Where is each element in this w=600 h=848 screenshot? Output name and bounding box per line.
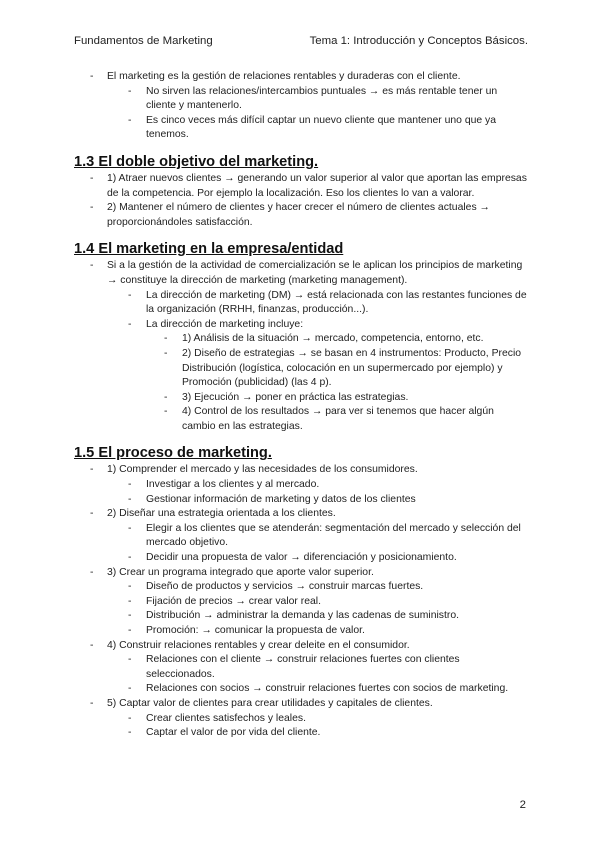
- bullet-item-level-2: [74, 609, 530, 624]
- section-title-1-5: 1.5 El proceso de marketing.: [74, 445, 272, 462]
- dash-bullet: -: [128, 85, 132, 97]
- dash-bullet: -: [164, 391, 168, 403]
- dash-bullet: -: [128, 114, 132, 126]
- dash-bullet: -: [90, 566, 94, 578]
- dash-bullet: -: [90, 508, 94, 520]
- bullet-item-level-1: [74, 507, 530, 522]
- dash-bullet: -: [128, 522, 132, 534]
- bullet-text: 1) Atraer nuevos clientes → generando un valor superior al valor que aportan las empresas de la competencia. Por ejemplo la localización. Eso los clientes lo van a valorar.: [107, 172, 527, 199]
- bullet-item-level-3: [74, 347, 530, 391]
- bullet-text: Captar el valor de por vida del cliente.: [146, 727, 321, 739]
- bullet-item-level-2: [74, 318, 530, 333]
- dash-bullet: -: [90, 71, 94, 82]
- intro-list: [74, 70, 530, 143]
- header-course-title: Fundamentos de Marketing: [74, 35, 213, 47]
- bullet-item-level-2: [74, 580, 530, 595]
- dash-bullet: -: [128, 289, 132, 301]
- bullet-item-level-1: [74, 639, 530, 654]
- bullet-item-level-2: [74, 712, 530, 727]
- bullet-text: 3) Crear un programa integrado que aporte valor superior.: [107, 566, 374, 578]
- page-number: 2: [519, 799, 526, 811]
- bullet-text: Si a la gestión de la actividad de comercialización se le aplican los principios de marketing → constituye la dirección de marketing (marketing management).: [107, 260, 523, 286]
- bullet-text: La dirección de marketing incluye:: [146, 318, 304, 330]
- dash-bullet: -: [128, 727, 132, 739]
- bullet-item-level-2: [74, 522, 530, 551]
- bullet-item-level-2: [74, 624, 530, 639]
- dash-bullet: -: [90, 697, 94, 709]
- bullet-text: Relaciones con el cliente → construir relaciones fuertes con clientes seleccionados.: [146, 654, 460, 680]
- dash-bullet: -: [128, 493, 132, 505]
- section-title-1-3: 1.3 El doble objetivo del marketing.: [74, 153, 319, 170]
- dash-bullet: -: [90, 639, 94, 651]
- dash-bullet: -: [128, 625, 132, 636]
- bullet-item-level-2: [74, 478, 530, 493]
- bullet-item-level-3: [74, 391, 530, 406]
- bullet-item-level-2: [74, 595, 530, 610]
- dash-bullet: -: [128, 683, 132, 695]
- bullet-text: La dirección de marketing (DM) → está relacionada con las restantes funciones de la organización (RRHH, finanzas, producción...).: [146, 289, 527, 316]
- dash-bullet: -: [90, 172, 94, 184]
- bullet-text: 2) Diseñar una estrategia orientada a los clientes.: [107, 508, 336, 520]
- bullet-item-level-1: [74, 172, 530, 201]
- bullet-text: 4) Construir relaciones rentables y crear deleite en el consumidor.: [107, 639, 410, 651]
- bullet-text: 5) Captar valor de clientes para crear utilidades y capitales de clientes.: [107, 697, 433, 709]
- bullet-text: Distribución → administrar la demanda y las cadenas de suministro.: [146, 610, 460, 622]
- section-1-3-list: [74, 172, 530, 230]
- bullet-text: 3) Ejecución → poner en práctica las estrategias.: [182, 391, 409, 403]
- bullet-item-level-2: [74, 493, 530, 508]
- bullet-item-level-3: [74, 405, 530, 434]
- section-1-5-list: [74, 463, 530, 740]
- bullet-text: El marketing es la gestión de relaciones rentables y duraderas con el cliente.: [107, 71, 461, 82]
- dash-bullet: -: [128, 712, 132, 724]
- dash-bullet: -: [128, 654, 132, 666]
- dash-bullet: -: [164, 347, 168, 359]
- bullet-item-level-2: [74, 289, 530, 318]
- bullet-item-level-3: [74, 332, 530, 347]
- section-title-1-4: 1.4 El marketing en la empresa/entidad: [74, 241, 344, 258]
- bullet-text: No sirven las relaciones/intercambios puntuales → es más rentable tener un cliente y mantenerlo.: [146, 85, 498, 112]
- section-1-4-list: [74, 259, 530, 434]
- bullet-text: 1) Análisis de la situación → mercado, competencia, entorno, etc.: [182, 333, 484, 345]
- bullet-text: Diseño de productos y servicios → construir marcas fuertes.: [146, 581, 424, 593]
- dash-bullet: -: [128, 479, 132, 491]
- bullet-item-level-1: [74, 463, 530, 478]
- bullet-text: Investigar a los clientes y al mercado.: [146, 479, 320, 491]
- bullet-text: Es cinco veces más difícil captar un nuevo cliente que mantener uno que ya tenemos.: [146, 114, 497, 141]
- bullet-item-level-2: [74, 653, 530, 682]
- bullet-text: 4) Control de los resultados → para ver si tenemos que hacer algún cambio en las estrategias.: [182, 406, 494, 432]
- bullet-text: 1) Comprender el mercado y las necesidades de los consumidores.: [107, 464, 418, 476]
- dash-bullet: -: [128, 552, 132, 564]
- bullet-text: Crear clientes satisfechos y leales.: [146, 712, 306, 724]
- dash-bullet: -: [164, 333, 168, 345]
- bullet-item-level-2: [74, 551, 530, 566]
- bullet-item-level-1: [74, 70, 530, 85]
- bullet-text: Decidir una propuesta de valor → diferenciación y posicionamiento.: [146, 552, 457, 564]
- document-body: [74, 70, 530, 741]
- bullet-item-level-2: [74, 682, 530, 697]
- bullet-item-level-2: [74, 114, 530, 143]
- dash-bullet: -: [164, 406, 168, 418]
- header-topic-title: Tema 1: Introducción y Conceptos Básicos.: [309, 35, 528, 47]
- dash-bullet: -: [128, 595, 132, 607]
- dash-bullet: -: [90, 260, 94, 272]
- bullet-item-level-1: [74, 259, 530, 288]
- dash-bullet: -: [128, 318, 132, 330]
- dash-bullet: -: [90, 202, 94, 214]
- bullet-text: Elegir a los clientes que se atenderán: segmentación del mercado y selección del mercado objetivo.: [146, 522, 521, 549]
- bullet-text: 2) Diseño de estrategias → se basan en 4 instrumentos: Producto, Precio Distribución (logística, colocación en un supermercado por ejemplo) y Promoción (publicidad) (las 4 p).: [182, 347, 522, 389]
- dash-bullet: -: [90, 464, 94, 476]
- bullet-text: 2) Mantener el número de clientes y hacer crecer el número de clientes actuales → proporcionándoles satisfacción.: [107, 202, 490, 228]
- dash-bullet: -: [128, 581, 132, 593]
- bullet-item-level-2: [74, 726, 530, 741]
- bullet-item-level-1: [74, 566, 530, 581]
- bullet-text: Fijación de precios → crear valor real.: [146, 595, 321, 607]
- bullet-text: Promoción: → comunicar la propuesta de valor.: [146, 625, 365, 636]
- dash-bullet: -: [128, 610, 132, 622]
- bullet-text: Gestionar información de marketing y datos de los clientes: [146, 493, 416, 505]
- bullet-item-level-1: [74, 201, 530, 230]
- bullet-text: Relaciones con socios → construir relaciones fuertes con socios de marketing.: [146, 683, 509, 695]
- bullet-item-level-1: [74, 697, 530, 712]
- bullet-item-level-2: [74, 85, 530, 114]
